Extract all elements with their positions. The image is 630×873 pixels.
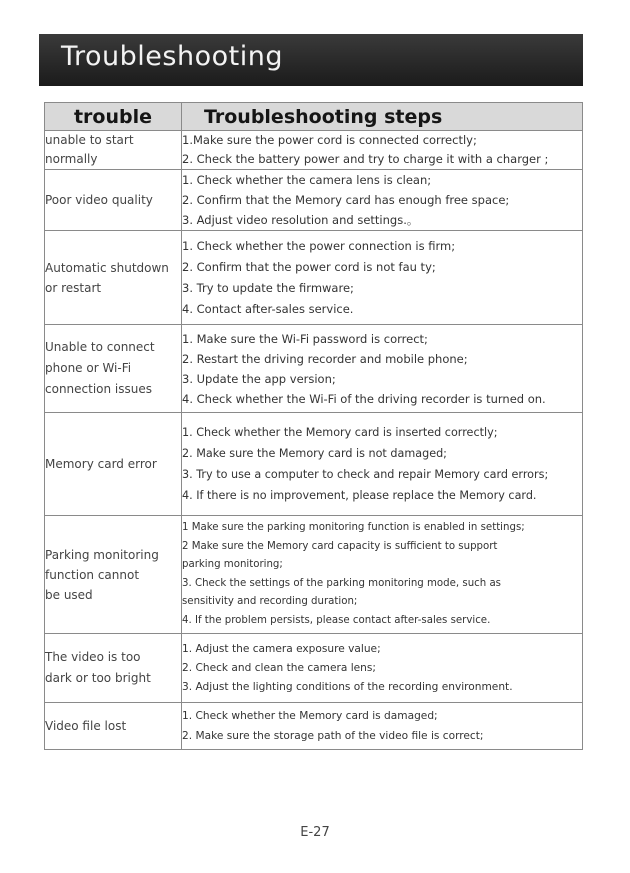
step-text: 3. Adjust video resolution and settings.。 xyxy=(182,213,419,227)
trouble-text: connection issues xyxy=(45,382,153,396)
trouble-text: Automatic shutdown xyxy=(45,260,169,275)
step-text: 1. Check whether the power connection is firm; xyxy=(182,238,456,253)
trouble-text: normally xyxy=(45,152,98,166)
steps-cell xyxy=(182,231,583,325)
step-text: 1.Make sure the power cord is connected correctly; xyxy=(182,133,477,147)
trouble-cell xyxy=(45,231,182,325)
step-text: parking monitoring; xyxy=(182,559,283,570)
table-row xyxy=(45,131,583,170)
steps-cell xyxy=(182,634,583,703)
trouble-text: Memory card error xyxy=(45,457,157,471)
step-text: 1. Check whether the Memory card is inserted correctly; xyxy=(182,426,498,439)
trouble-text: Unable to connect xyxy=(45,340,155,354)
step-text: 4. Contact after-sales service. xyxy=(182,301,354,316)
trouble-cell xyxy=(45,516,182,634)
trouble-cell xyxy=(45,325,182,413)
steps-cell xyxy=(182,703,583,750)
title-banner xyxy=(39,34,583,86)
table-row xyxy=(45,325,583,413)
trouble-text: unable to start xyxy=(45,133,134,147)
trouble-cell xyxy=(45,634,182,703)
step-text: 1. Make sure the Wi-Fi password is correct; xyxy=(182,331,428,346)
steps-cell xyxy=(182,325,583,413)
trouble-text: function cannot xyxy=(45,567,140,582)
step-text: 4. If there is no improvement, please replace the Memory card. xyxy=(182,489,537,502)
trouble-cell xyxy=(45,413,182,516)
page-title: Troubleshooting xyxy=(61,41,283,72)
troubleshooting-table xyxy=(44,102,583,750)
step-text: 2. Confirm that the Memory card has enough free space; xyxy=(182,193,510,207)
table-row xyxy=(45,516,583,634)
step-text: 3. Update the app version; xyxy=(182,371,336,386)
column-header-steps: Troubleshooting steps xyxy=(182,103,583,131)
trouble-text: be used xyxy=(45,587,93,602)
steps-cell xyxy=(182,131,583,170)
step-text: 2. Make sure the storage path of the video file is correct; xyxy=(182,730,484,742)
page-number: E-27 xyxy=(300,825,330,840)
table-row xyxy=(45,231,583,325)
trouble-text: phone or Wi-Fi xyxy=(45,361,132,375)
step-text: 1 Make sure the parking monitoring function is enabled in settings; xyxy=(182,522,525,533)
step-text: 2. Make sure the Memory card is not damaged; xyxy=(182,447,447,460)
trouble-text: Video file lost xyxy=(45,719,127,733)
step-text: 3. Try to use a computer to check and repair Memory card errors; xyxy=(182,468,549,481)
table-row xyxy=(45,703,583,750)
trouble-text: dark or too bright xyxy=(45,671,151,685)
table-row xyxy=(45,170,583,231)
step-text: 2. Check the battery power and try to charge it with a charger ; xyxy=(182,152,549,166)
trouble-cell xyxy=(45,170,182,231)
table-header-row xyxy=(45,103,583,131)
table-row xyxy=(45,634,583,703)
step-text: 1. Check whether the camera lens is clean; xyxy=(182,173,432,187)
step-text: 1. Adjust the camera exposure value; xyxy=(182,642,381,655)
trouble-text: Parking monitoring xyxy=(45,547,159,562)
step-text: 1. Check whether the Memory card is damaged; xyxy=(182,710,438,722)
step-text: 4. Check whether the Wi-Fi of the driving recorder is turned on. xyxy=(182,391,546,406)
trouble-text: The video is too xyxy=(45,650,141,664)
step-text: 2. Check and clean the camera lens; xyxy=(182,661,376,674)
trouble-text: Poor video quality xyxy=(45,193,153,207)
step-text: sensitivity and recording duration; xyxy=(182,596,358,607)
step-text: 3. Check the settings of the parking monitoring mode, such as xyxy=(182,577,501,589)
step-text: 2. Confirm that the power cord is not fau ty; xyxy=(182,259,436,274)
table-row xyxy=(45,413,583,516)
trouble-text: or restart xyxy=(45,280,102,295)
steps-cell xyxy=(182,170,583,231)
step-text: 4. If the problem persists, please contact after-sales service. xyxy=(182,614,491,626)
trouble-cell xyxy=(45,131,182,170)
steps-cell xyxy=(182,516,583,634)
step-text: 3. Adjust the lighting conditions of the recording environment. xyxy=(182,680,513,693)
column-header-trouble: trouble xyxy=(45,103,182,131)
step-text: 2 Make sure the Memory card capacity is sufficient to support xyxy=(182,540,498,552)
step-text: 2. Restart the driving recorder and mobile phone; xyxy=(182,351,468,366)
step-text: 3. Try to update the firmware; xyxy=(182,280,354,295)
steps-cell xyxy=(182,413,583,516)
trouble-cell xyxy=(45,703,182,750)
